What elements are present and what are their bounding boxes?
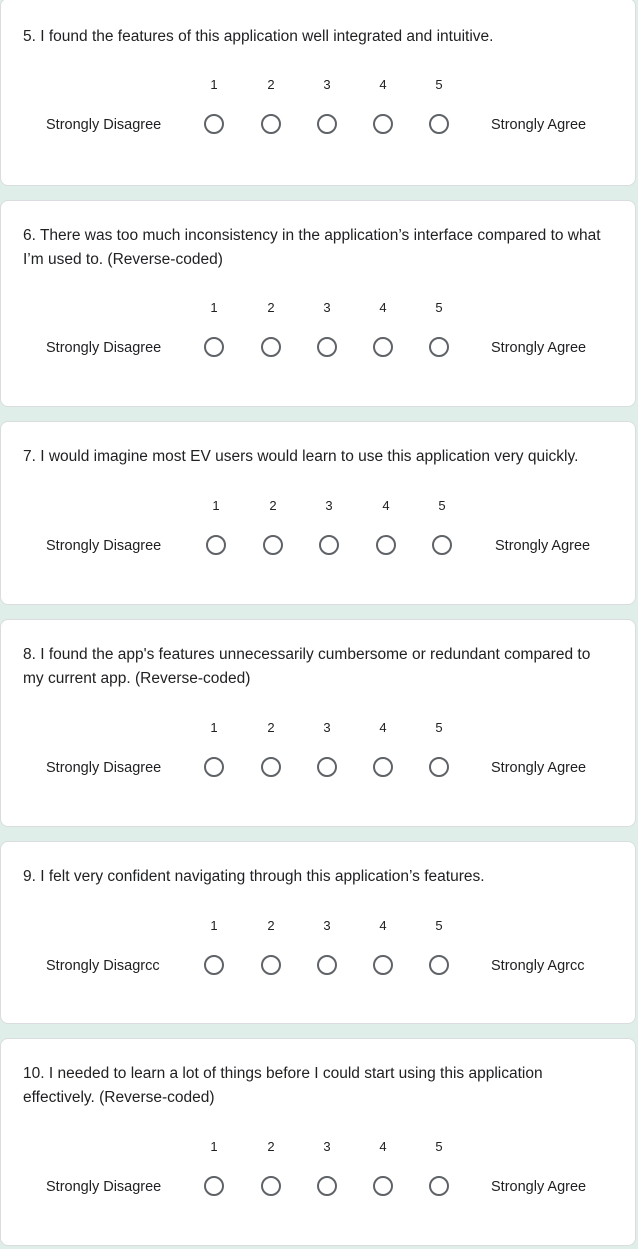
- radio-option-1[interactable]: [206, 535, 226, 555]
- radio-option-3[interactable]: [317, 114, 337, 134]
- radio-option-5[interactable]: [429, 757, 449, 777]
- scale-number-3: 3: [323, 918, 331, 933]
- radio-option-3[interactable]: [319, 535, 339, 555]
- linear-scale: [1, 1139, 637, 1209]
- scale-high-label: Strongly Agree: [491, 1179, 587, 1195]
- scale-low-label: Strongly Disagree: [46, 760, 162, 776]
- radio-option-1[interactable]: [204, 1176, 224, 1196]
- radio-option-4[interactable]: [373, 757, 393, 777]
- scale-low-label: Strongly Disagree: [46, 1179, 162, 1195]
- linear-scale: [1, 498, 637, 568]
- radio-option-2[interactable]: [261, 955, 281, 975]
- scale-low-label: Strongly Disagree: [46, 538, 162, 554]
- radio-option-4[interactable]: [373, 337, 393, 357]
- radio-option-3[interactable]: [317, 1176, 337, 1196]
- question-text: 5. I found the features of this application well integrated and intuitive.: [23, 28, 494, 45]
- linear-scale: [1, 918, 637, 988]
- question-card-10: [0, 1038, 636, 1246]
- scale-high-label: Strongly Agree: [491, 340, 587, 356]
- scale-number-2: 2: [269, 498, 277, 513]
- radio-option-4[interactable]: [376, 535, 396, 555]
- radio-option-4[interactable]: [373, 1176, 393, 1196]
- scale-number-2: 2: [267, 300, 275, 315]
- scale-high-label: Strongly Agree: [491, 760, 587, 776]
- question-text: 7. I would imagine most EV users would learn to use this application very quickly.: [23, 448, 579, 465]
- scale-number-5: 5: [438, 498, 446, 513]
- radio-option-2[interactable]: [261, 337, 281, 357]
- radio-option-2[interactable]: [261, 757, 281, 777]
- scale-number-2: 2: [267, 1139, 275, 1154]
- question-card-9: [0, 841, 636, 1024]
- radio-option-2[interactable]: [261, 1176, 281, 1196]
- scale-number-3: 3: [323, 300, 331, 315]
- scale-number-5: 5: [435, 918, 443, 933]
- radio-option-5[interactable]: [432, 535, 452, 555]
- scale-low-label: Strongly Disagrcc: [46, 958, 160, 974]
- question-card-5: [0, 0, 636, 186]
- scale-number-4: 4: [379, 720, 387, 735]
- question-text: 10. I needed to learn a lot of things before I could start using this application effectively. (Reverse-coded): [23, 1065, 543, 1106]
- scale-number-3: 3: [323, 1139, 331, 1154]
- radio-option-4[interactable]: [373, 955, 393, 975]
- question-text: 8. I found the app's features unnecessarily cumbersome or redundant compared to my current app. (Reverse-coded): [23, 646, 591, 687]
- radio-option-2[interactable]: [263, 535, 283, 555]
- scale-number-1: 1: [210, 300, 218, 315]
- scale-number-2: 2: [267, 720, 275, 735]
- radio-option-5[interactable]: [429, 337, 449, 357]
- linear-scale: [1, 77, 637, 147]
- radio-option-1[interactable]: [204, 337, 224, 357]
- scale-number-5: 5: [435, 77, 443, 92]
- radio-option-2[interactable]: [261, 114, 281, 134]
- scale-number-1: 1: [210, 77, 218, 92]
- scale-number-5: 5: [435, 720, 443, 735]
- scale-number-1: 1: [210, 918, 218, 933]
- radio-option-4[interactable]: [373, 114, 393, 134]
- scale-high-label: Strongly Agrcc: [491, 958, 585, 974]
- scale-number-2: 2: [267, 918, 275, 933]
- scale-number-2: 2: [267, 77, 275, 92]
- scale-number-4: 4: [379, 918, 387, 933]
- radio-option-3[interactable]: [317, 955, 337, 975]
- scale-low-label: Strongly Disagree: [46, 340, 162, 356]
- scale-number-3: 3: [323, 77, 331, 92]
- radio-option-5[interactable]: [429, 955, 449, 975]
- radio-option-5[interactable]: [429, 1176, 449, 1196]
- scale-high-label: Strongly Agree: [495, 538, 591, 554]
- radio-option-5[interactable]: [429, 114, 449, 134]
- scale-number-1: 1: [212, 498, 220, 513]
- scale-number-4: 4: [379, 77, 387, 92]
- question-card-7: [0, 421, 636, 605]
- scale-number-3: 3: [325, 498, 333, 513]
- scale-number-1: 1: [210, 720, 218, 735]
- scale-number-4: 4: [379, 1139, 387, 1154]
- linear-scale: [1, 720, 637, 790]
- question-text: 9. I felt very confident navigating through this application’s features.: [23, 868, 485, 885]
- linear-scale: [1, 300, 637, 370]
- question-text: 6. There was too much inconsistency in the application’s interface compared to what I’m used to. (Reverse-coded): [23, 227, 601, 268]
- scale-number-4: 4: [379, 300, 387, 315]
- radio-option-3[interactable]: [317, 337, 337, 357]
- radio-option-1[interactable]: [204, 955, 224, 975]
- scale-number-5: 5: [435, 1139, 443, 1154]
- radio-option-1[interactable]: [204, 114, 224, 134]
- question-card-6: [0, 200, 636, 407]
- question-card-8: [0, 619, 636, 827]
- radio-option-1[interactable]: [204, 757, 224, 777]
- scale-number-3: 3: [323, 720, 331, 735]
- scale-high-label: Strongly Agree: [491, 117, 587, 133]
- radio-option-3[interactable]: [317, 757, 337, 777]
- scale-number-5: 5: [435, 300, 443, 315]
- scale-low-label: Strongly Disagree: [46, 117, 162, 133]
- scale-number-1: 1: [210, 1139, 218, 1154]
- scale-number-4: 4: [382, 498, 390, 513]
